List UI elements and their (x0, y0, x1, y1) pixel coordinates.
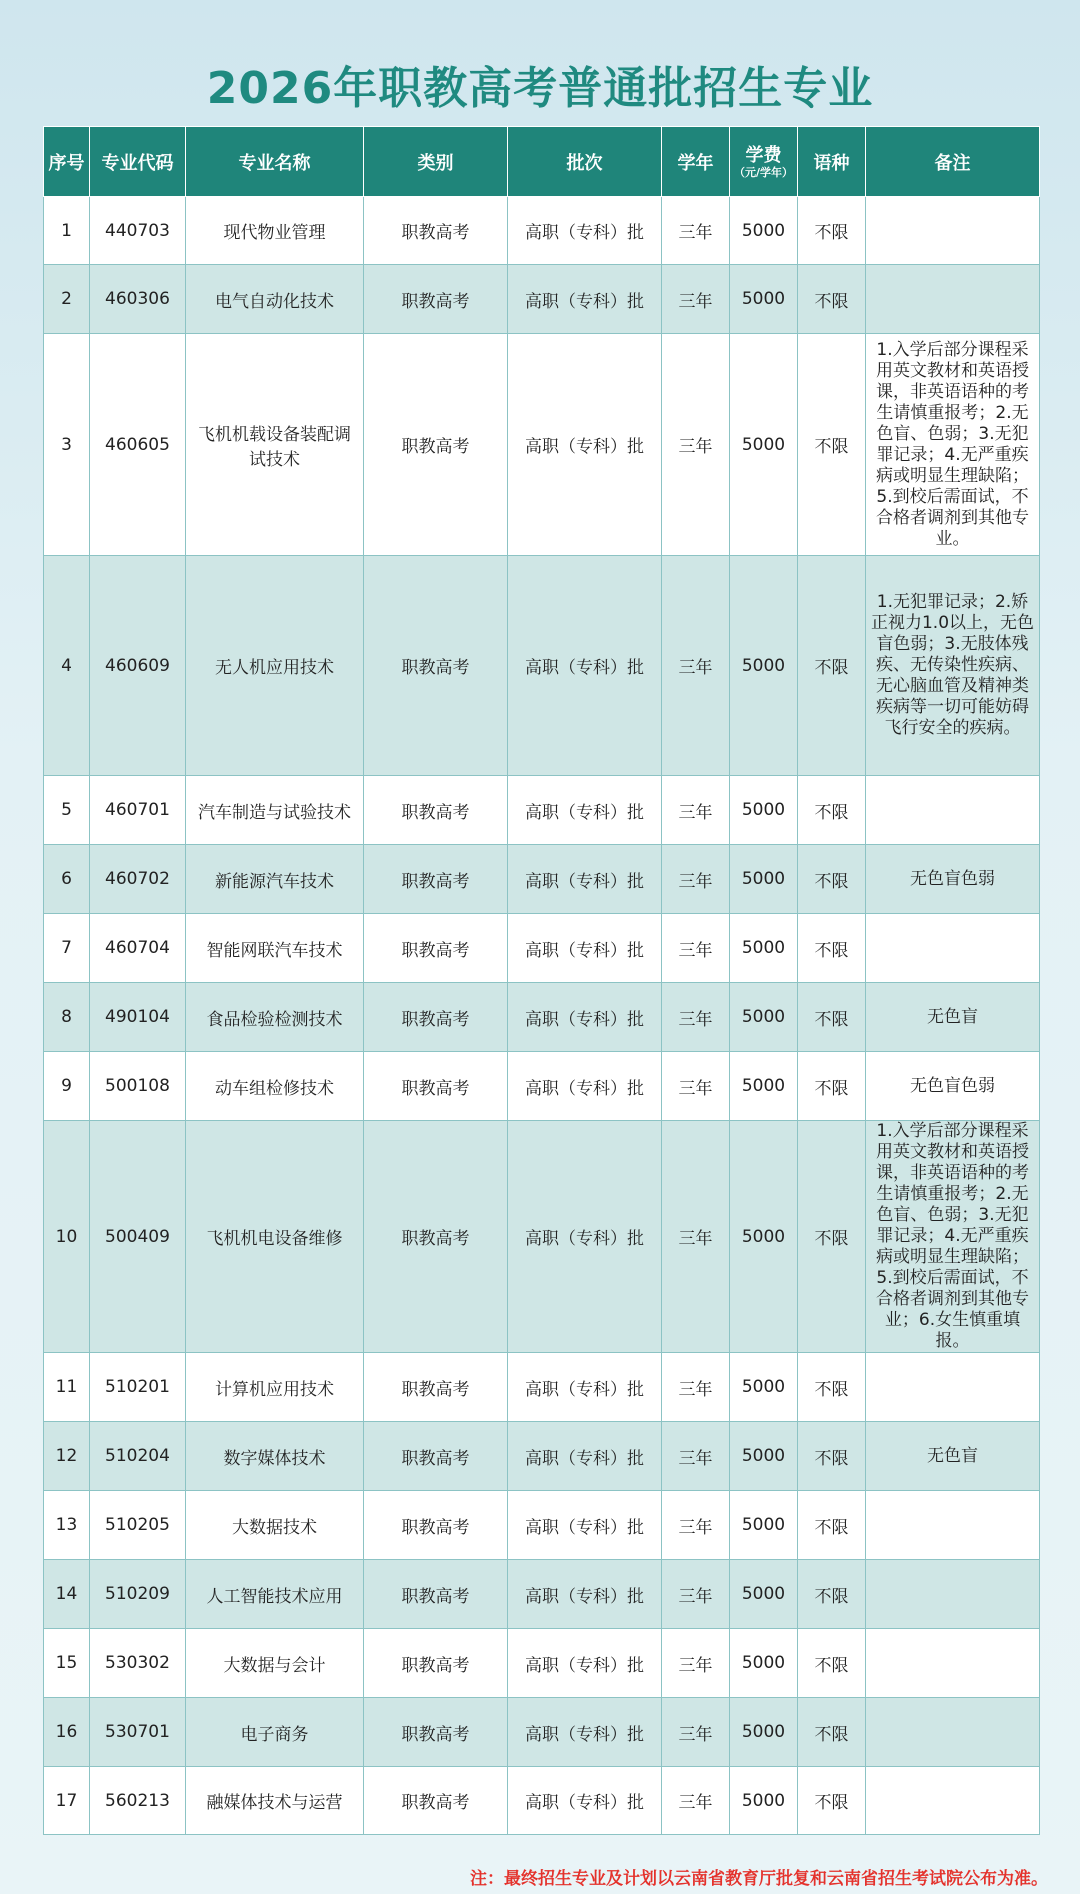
header-notes: 备注 (866, 127, 1040, 197)
cell-years: 三年 (662, 556, 730, 776)
table-row (44, 914, 1040, 983)
cell-fee: 5000 (730, 556, 798, 776)
table-header-row (44, 127, 1040, 197)
cell-fee: 5000 (730, 1052, 798, 1121)
table-row (44, 1560, 1040, 1629)
cell-fee: 5000 (730, 1491, 798, 1560)
cell-index: 13 (44, 1491, 90, 1560)
cell-code: 460701 (90, 776, 186, 845)
table-row (44, 776, 1040, 845)
cell-index: 10 (44, 1121, 90, 1353)
cell-index: 6 (44, 845, 90, 914)
header-index: 序号 (44, 127, 90, 197)
cell-language: 不限 (798, 334, 866, 556)
cell-batch: 高职（专科）批 (508, 776, 662, 845)
cell-notes (866, 1767, 1040, 1835)
cell-years: 三年 (662, 983, 730, 1052)
table-row (44, 1121, 1040, 1353)
cell-name: 计算机应用技术 (186, 1353, 364, 1422)
cell-notes (866, 1560, 1040, 1629)
footnote: 注：最终招生专业及计划以云南省教育厅批复和云南省招生考试院公布为准。 (470, 1869, 1048, 1889)
table-row (44, 556, 1040, 776)
cell-code: 460609 (90, 556, 186, 776)
cell-code: 530302 (90, 1629, 186, 1698)
cell-category: 职教高考 (364, 1767, 508, 1835)
cell-years: 三年 (662, 1422, 730, 1491)
table-row (44, 1491, 1040, 1560)
cell-language: 不限 (798, 1491, 866, 1560)
cell-code: 530701 (90, 1698, 186, 1767)
cell-language: 不限 (798, 845, 866, 914)
cell-fee: 5000 (730, 914, 798, 983)
table-row (44, 334, 1040, 556)
cell-batch: 高职（专科）批 (508, 914, 662, 983)
cell-language: 不限 (798, 983, 866, 1052)
cell-fee: 5000 (730, 1422, 798, 1491)
table-row (44, 197, 1040, 265)
cell-name: 人工智能技术应用 (186, 1560, 364, 1629)
cell-language: 不限 (798, 1560, 866, 1629)
cell-category: 职教高考 (364, 1052, 508, 1121)
cell-index: 4 (44, 556, 90, 776)
cell-batch: 高职（专科）批 (508, 1052, 662, 1121)
cell-fee: 5000 (730, 845, 798, 914)
cell-batch: 高职（专科）批 (508, 1353, 662, 1422)
cell-category: 职教高考 (364, 1353, 508, 1422)
cell-years: 三年 (662, 776, 730, 845)
cell-language: 不限 (798, 1767, 866, 1835)
table-body (44, 197, 1040, 1835)
cell-index: 16 (44, 1698, 90, 1767)
cell-language: 不限 (798, 1052, 866, 1121)
cell-name: 智能网联汽车技术 (186, 914, 364, 983)
cell-notes: 1.入学后部分课程采用英文教材和英语授课，非英语语种的考生请慎重报考；2.无色盲、色弱；3.无犯罪记录；4.无严重疾病或明显生理缺陷；5.到校后需面试，不合格者调剂到其他专业。 (866, 334, 1040, 556)
cell-code: 500108 (90, 1052, 186, 1121)
cell-years: 三年 (662, 1767, 730, 1835)
header-fee-label: 学费 (745, 144, 782, 166)
cell-code: 510201 (90, 1353, 186, 1422)
cell-batch: 高职（专科）批 (508, 983, 662, 1052)
cell-category: 职教高考 (364, 983, 508, 1052)
cell-code: 490104 (90, 983, 186, 1052)
cell-name: 新能源汽车技术 (186, 845, 364, 914)
header-fee-unit: （元/学年） (734, 165, 794, 179)
table-row (44, 983, 1040, 1052)
cell-years: 三年 (662, 265, 730, 334)
header-language: 语种 (798, 127, 866, 197)
cell-index: 12 (44, 1422, 90, 1491)
cell-fee: 5000 (730, 1560, 798, 1629)
cell-batch: 高职（专科）批 (508, 1491, 662, 1560)
cell-code: 460704 (90, 914, 186, 983)
cell-name: 汽车制造与试验技术 (186, 776, 364, 845)
cell-notes: 1.入学后部分课程采用英文教材和英语授课，非英语语种的考生请慎重报考；2.无色盲、色弱；3.无犯罪记录；4.无严重疾病或明显生理缺陷；5.到校后需面试，不合格者调剂到其他专业；6.女生慎重填报。 (866, 1121, 1040, 1353)
cell-name: 电子商务 (186, 1698, 364, 1767)
cell-batch: 高职（专科）批 (508, 1422, 662, 1491)
cell-language: 不限 (798, 776, 866, 845)
cell-notes: 无色盲 (866, 1422, 1040, 1491)
cell-notes: 无色盲色弱 (866, 845, 1040, 914)
cell-notes (866, 1491, 1040, 1560)
table-row (44, 1698, 1040, 1767)
header-fee (730, 127, 798, 197)
cell-language: 不限 (798, 556, 866, 776)
cell-fee: 5000 (730, 1629, 798, 1698)
cell-index: 9 (44, 1052, 90, 1121)
table-row (44, 1629, 1040, 1698)
cell-index: 1 (44, 197, 90, 265)
table-row (44, 845, 1040, 914)
table-row (44, 1353, 1040, 1422)
header-name: 专业名称 (186, 127, 364, 197)
cell-category: 职教高考 (364, 334, 508, 556)
cell-index: 17 (44, 1767, 90, 1835)
cell-batch: 高职（专科）批 (508, 1560, 662, 1629)
cell-fee: 5000 (730, 334, 798, 556)
cell-code: 460306 (90, 265, 186, 334)
cell-language: 不限 (798, 914, 866, 983)
cell-name: 飞机机载设备装配调试技术 (186, 334, 364, 556)
cell-batch: 高职（专科）批 (508, 1629, 662, 1698)
cell-index: 3 (44, 334, 90, 556)
cell-language: 不限 (798, 1353, 866, 1422)
cell-years: 三年 (662, 197, 730, 265)
cell-fee: 5000 (730, 1121, 798, 1353)
cell-index: 8 (44, 983, 90, 1052)
cell-years: 三年 (662, 334, 730, 556)
cell-notes (866, 1353, 1040, 1422)
cell-name: 无人机应用技术 (186, 556, 364, 776)
cell-index: 2 (44, 265, 90, 334)
cell-name: 现代物业管理 (186, 197, 364, 265)
cell-code: 560213 (90, 1767, 186, 1835)
cell-notes (866, 1698, 1040, 1767)
cell-language: 不限 (798, 1698, 866, 1767)
cell-category: 职教高考 (364, 1698, 508, 1767)
cell-name: 食品检验检测技术 (186, 983, 364, 1052)
cell-category: 职教高考 (364, 265, 508, 334)
cell-notes (866, 1629, 1040, 1698)
cell-code: 510205 (90, 1491, 186, 1560)
cell-category: 职教高考 (364, 197, 508, 265)
cell-fee: 5000 (730, 197, 798, 265)
cell-fee: 5000 (730, 983, 798, 1052)
cell-batch: 高职（专科）批 (508, 1698, 662, 1767)
cell-years: 三年 (662, 1560, 730, 1629)
cell-years: 三年 (662, 1491, 730, 1560)
cell-years: 三年 (662, 1629, 730, 1698)
cell-fee: 5000 (730, 1353, 798, 1422)
cell-language: 不限 (798, 197, 866, 265)
cell-batch: 高职（专科）批 (508, 845, 662, 914)
cell-years: 三年 (662, 1052, 730, 1121)
cell-category: 职教高考 (364, 1121, 508, 1353)
majors-table (43, 126, 1040, 1835)
cell-language: 不限 (798, 1629, 866, 1698)
cell-category: 职教高考 (364, 845, 508, 914)
cell-category: 职教高考 (364, 556, 508, 776)
cell-category: 职教高考 (364, 1629, 508, 1698)
cell-years: 三年 (662, 1121, 730, 1353)
cell-batch: 高职（专科）批 (508, 265, 662, 334)
cell-notes (866, 197, 1040, 265)
cell-fee: 5000 (730, 776, 798, 845)
cell-years: 三年 (662, 845, 730, 914)
cell-batch: 高职（专科）批 (508, 334, 662, 556)
header-years: 学年 (662, 127, 730, 197)
cell-batch: 高职（专科）批 (508, 1767, 662, 1835)
cell-fee: 5000 (730, 1698, 798, 1767)
cell-index: 15 (44, 1629, 90, 1698)
cell-years: 三年 (662, 1353, 730, 1422)
table-row (44, 1767, 1040, 1835)
cell-language: 不限 (798, 1422, 866, 1491)
table-row (44, 1422, 1040, 1491)
cell-category: 职教高考 (364, 776, 508, 845)
cell-years: 三年 (662, 914, 730, 983)
header-code: 专业代码 (90, 127, 186, 197)
cell-category: 职教高考 (364, 1422, 508, 1491)
cell-name: 融媒体技术与运营 (186, 1767, 364, 1835)
cell-batch: 高职（专科）批 (508, 197, 662, 265)
cell-code: 460605 (90, 334, 186, 556)
cell-name: 大数据技术 (186, 1491, 364, 1560)
cell-batch: 高职（专科）批 (508, 1121, 662, 1353)
cell-notes: 1.无犯罪记录；2.矫正视力1.0以上，无色盲色弱；3.无肢体残疾、无传染性疾病、无心脑血管及精神类疾病等一切可能妨碍飞行安全的疾病。 (866, 556, 1040, 776)
header-category: 类别 (364, 127, 508, 197)
cell-category: 职教高考 (364, 1560, 508, 1629)
cell-name: 动车组检修技术 (186, 1052, 364, 1121)
cell-notes (866, 914, 1040, 983)
cell-index: 7 (44, 914, 90, 983)
cell-code: 510209 (90, 1560, 186, 1629)
table-row (44, 1052, 1040, 1121)
page-title: 2026年职教高考普通批招生专业 (206, 63, 874, 114)
cell-name: 电气自动化技术 (186, 265, 364, 334)
header-batch: 批次 (508, 127, 662, 197)
cell-index: 14 (44, 1560, 90, 1629)
cell-notes: 无色盲 (866, 983, 1040, 1052)
cell-code: 500409 (90, 1121, 186, 1353)
cell-category: 职教高考 (364, 1491, 508, 1560)
cell-index: 5 (44, 776, 90, 845)
table-row (44, 265, 1040, 334)
cell-language: 不限 (798, 265, 866, 334)
cell-name: 大数据与会计 (186, 1629, 364, 1698)
cell-code: 510204 (90, 1422, 186, 1491)
cell-name: 数字媒体技术 (186, 1422, 364, 1491)
cell-years: 三年 (662, 1698, 730, 1767)
cell-notes (866, 776, 1040, 845)
cell-notes: 无色盲色弱 (866, 1052, 1040, 1121)
cell-notes (866, 265, 1040, 334)
cell-fee: 5000 (730, 1767, 798, 1835)
cell-category: 职教高考 (364, 914, 508, 983)
cell-fee: 5000 (730, 265, 798, 334)
cell-language: 不限 (798, 1121, 866, 1353)
cell-name: 飞机机电设备维修 (186, 1121, 364, 1353)
cell-code: 460702 (90, 845, 186, 914)
cell-code: 440703 (90, 197, 186, 265)
cell-batch: 高职（专科）批 (508, 556, 662, 776)
cell-index: 11 (44, 1353, 90, 1422)
